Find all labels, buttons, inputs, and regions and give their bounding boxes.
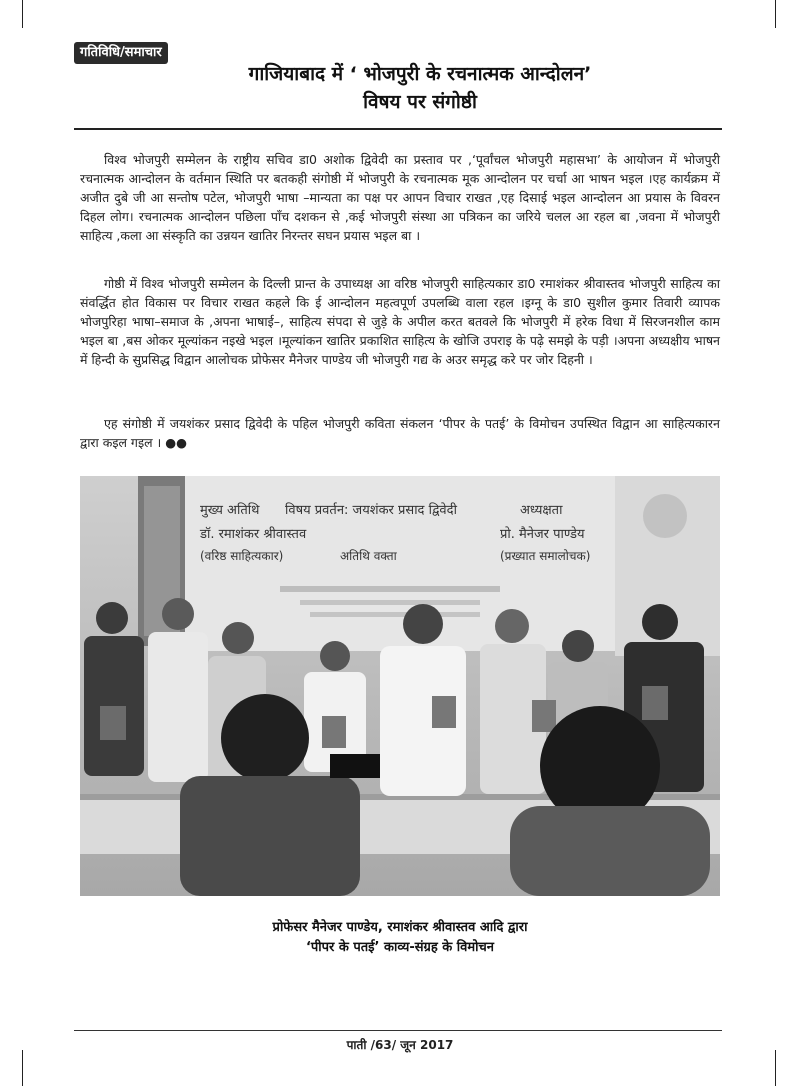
banner-text: मुख्य अतिथि [200,503,260,518]
banner-text: प्रो. मैनेजर पाण्डेय [500,527,585,542]
title-line-1: गाजियाबाद में ‘ भोजपुरी के रचनात्मक आन्दोलन’ [248,63,592,85]
paragraph-3: एह संगोष्ठी में जयशंकर प्रसाद द्विवेदी के पहिल भोजपुरी कविता संकलन ‘पीपर के पतई’ के विमोचन उपस्थित विद्वान आ साहित्यकारन द्वारा कइल गइल । ●● [80,416,720,450]
banner-text: (वरिष्ठ साहित्यकार) [200,549,284,563]
book [532,700,556,732]
banner-text: अध्यक्षता [520,503,563,518]
frame-line [22,1050,23,1086]
footer-rule [74,1030,722,1031]
paragraph-1: विश्व भोजपुरी सम्मेलन के राष्ट्रीय सचिव डा0 अशोक द्विवेदी का प्रस्ताव पर ,‘पूर्वांचल भोजपुरी महासभा’ के आयोजन में भोजपुरी रचनात्मक आन्दोलन के वर्तमान स्थिति पर बतकही संगोष्ठी में भोजपुरी के रचनात्मक मूक आन्दोलन पर चर्चा आ भाषन भइल ।एह कार्यक्रम में अजीत दुबे जी आ सन्तोष पटेल, भोजपुरी भाषा –मान्यता का पक्ष पर आपन विचार राखत ,एह दिसाई भइल आन्दोलन आ प्रयास के विवरन दिहल लोग। रचनात्मक आन्दोलन पछिला पाँच दशकन से ,कई भोजपुरी संस्था आ पत्रिकन का जरिये चलल आ रहल बा ,जवना में भोजपुरी साहित्य ,कला आ संस्कृति का उन्नयन खातिर निरन्तर सघन प्रयास भइल बा । [80,152,720,243]
photo-caption [150,918,650,958]
caption-line-1: प्रोफेसर मैनेजर पाण्डेय, रमाशंकर श्रीवास्तव आदि द्वारा [272,920,528,935]
book [100,706,126,740]
banner-text: विषय प्रवर्तन: जयशंकर प्रसाद द्विवेदी [285,503,457,518]
banner-text: डॉ. रमाशंकर श्रीवास्तव [200,527,307,542]
page-title [160,60,680,116]
banner-text: अतिथि वक्ता [340,549,397,563]
frame-line [775,0,776,28]
frame-line [775,1050,776,1086]
section-tag: गतिविधि/समाचार [74,42,168,64]
book [322,716,346,748]
banner-text: (प्रख्यात समालोचक) [500,549,591,563]
caption-line-2: ‘पीपर के पतई’ काव्य-संग्रह के विमोचन [305,940,495,955]
event-photo [80,476,720,896]
frame-line [22,0,23,28]
title-line-2: विषय पर संगोष्ठी [363,91,477,113]
paragraph-2: गोष्ठी में विश्व भोजपुरी सम्मेलन के दिल्ली प्रान्त के उपाध्यक्ष आ वरिष्ठ भोजपुरी साहित्यकार डा0 रमाशंकर श्रीवास्तव भोजपुरी साहित्य का संवर्द्धित होत विकास पर विचार राखत कहले कि ई आन्दोलन महत्वपूर्ण उपलब्धि वाला रहल ।इग्नू के डा0 सुशील कुमार तिवारी व्यापक भोजपुरिहा भाषा–समाज के ,अपना भाषाई–, साहित्य संपदा से जुड़े के अपील करत बतवले कि भोजपुरी में हरेक विधा में सिरजनशील काम भइल बा ,बस ओकर मूल्यांकन नइखे भइल ।मूल्यांकन खातिर प्रकाशित साहित्य के खोजि उपराइ के पढ़े समझे के पड़ी ।अपना अध्यक्षीय भाषन में हिन्दी के सुप्रसिद्ध विद्वान आलोचक प्रोफेसर मैनेजर पाण्डेय जी भोजपुरी गद्य के अउर समृद्ध करे पर जोर दिहनी । [80,276,720,367]
book [432,696,456,728]
header-rule [74,128,722,130]
page-footer: पाती /63/ जून 2017 [346,1038,454,1052]
book [642,686,668,720]
